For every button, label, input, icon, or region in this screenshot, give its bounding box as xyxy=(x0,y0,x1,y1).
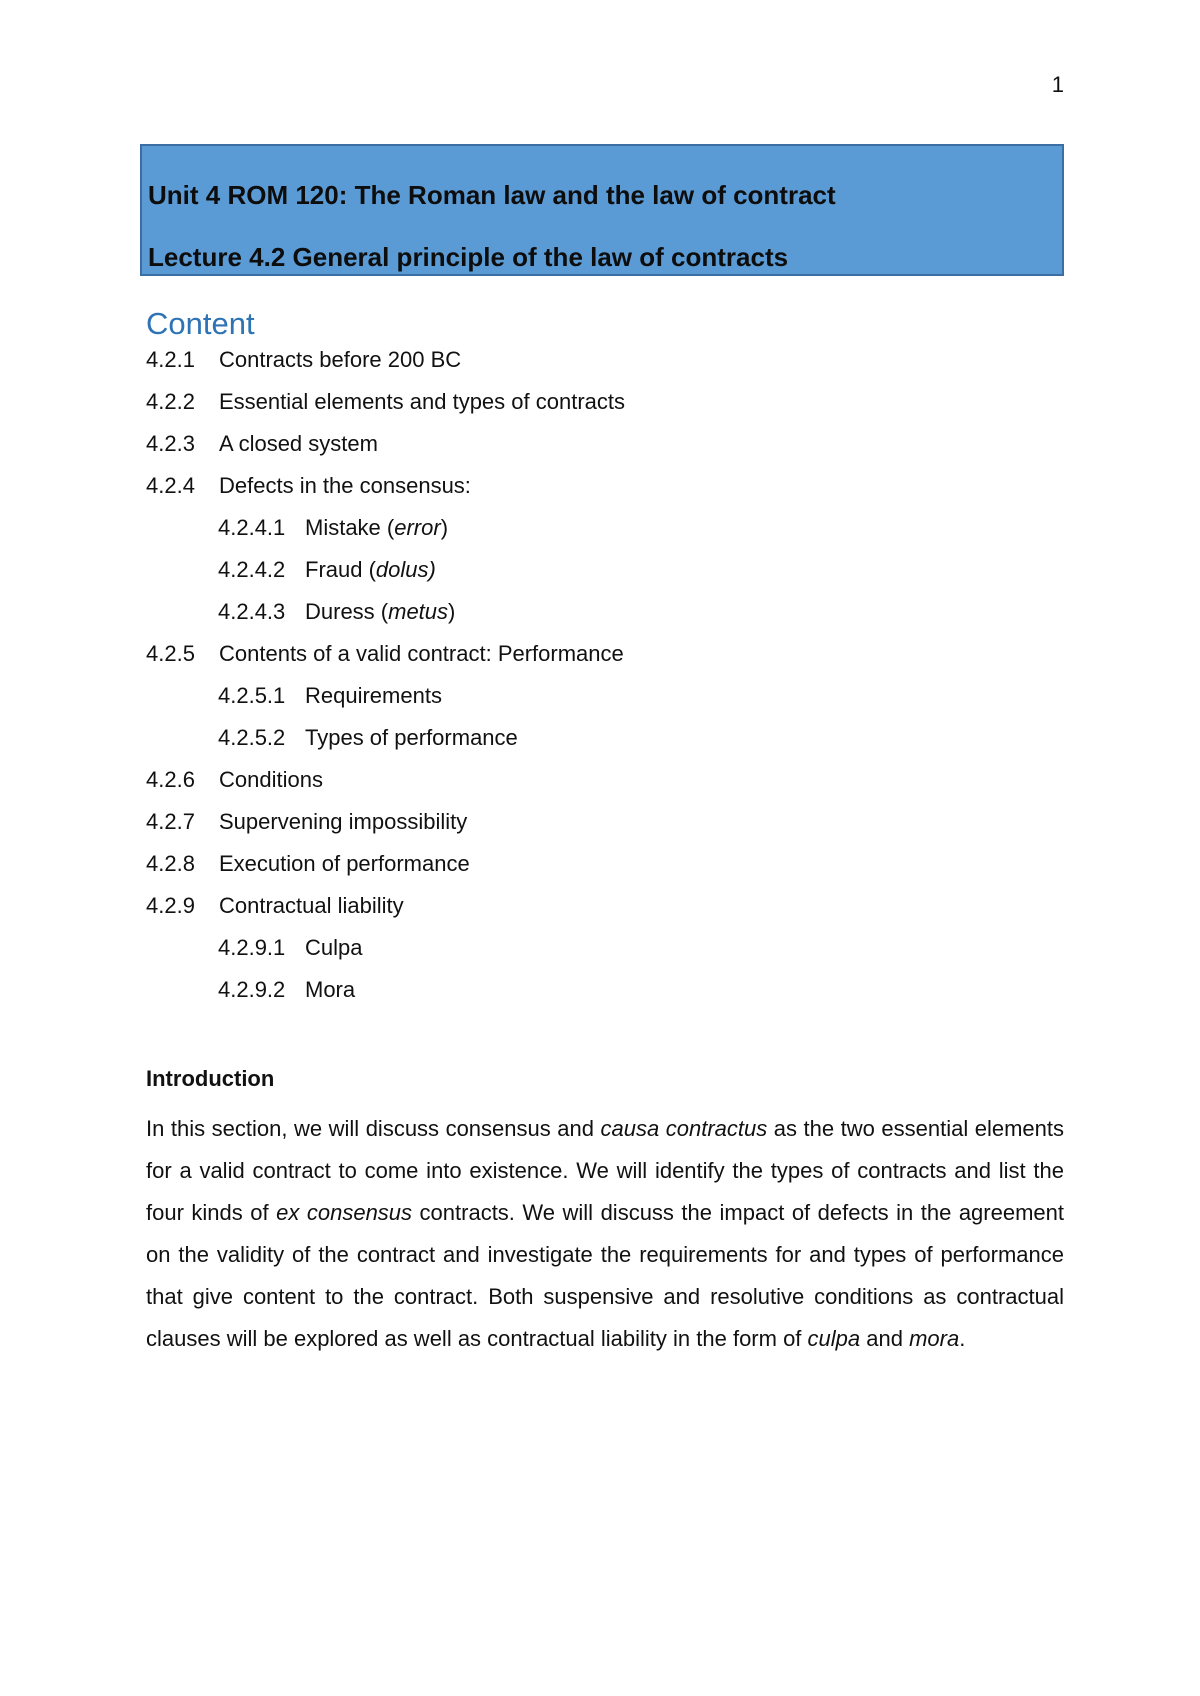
toc-number: 4.2.8 xyxy=(146,851,195,876)
toc-title: Supervening impossibility xyxy=(219,809,468,834)
toc-item xyxy=(146,892,1064,934)
toc-number: 4.2.5 xyxy=(146,641,195,666)
intro-latin-term: ex consensus xyxy=(276,1200,413,1225)
toc-title: Duress ( xyxy=(305,599,389,624)
intro-text-segment: In this section, we will discuss consensus and xyxy=(146,1116,601,1141)
intro-text-segment: . xyxy=(959,1326,966,1351)
toc-title: Contracts before 200 BC xyxy=(219,347,462,372)
toc-title-close: ) xyxy=(440,515,449,540)
toc-item xyxy=(146,766,1064,808)
toc-title: Conditions xyxy=(219,767,323,792)
toc-number: 4.2.9.1 xyxy=(218,935,286,960)
introduction-paragraph xyxy=(146,1108,1064,1360)
toc-subitem xyxy=(146,934,1064,976)
toc-title: Fraud ( xyxy=(305,557,376,582)
intro-latin-term: causa contractus xyxy=(600,1116,768,1141)
toc-title: Mistake ( xyxy=(305,515,395,540)
toc-title: Types of performance xyxy=(305,725,518,750)
toc-number: 4.2.4.2 xyxy=(218,557,286,582)
title-banner xyxy=(140,144,1064,276)
toc-item xyxy=(146,640,1064,682)
toc-item xyxy=(146,430,1064,472)
intro-text-segment: and xyxy=(860,1326,910,1351)
toc-title: Execution of performance xyxy=(219,851,470,876)
toc-number: 4.2.9.2 xyxy=(218,977,286,1002)
toc-number: 4.2.6 xyxy=(146,767,195,792)
toc-number: 4.2.4.3 xyxy=(218,599,286,624)
toc-subitem xyxy=(146,598,1064,640)
toc-subitem xyxy=(146,682,1064,724)
page-number: 1 xyxy=(1051,72,1064,97)
toc-title: Essential elements and types of contracts xyxy=(219,389,625,414)
intro-text-segment: contracts. We will discuss the impact of defects in the agreement on the validity of the contract and investigate the requirements for and types of performance that give content to the contract. Both suspensive and resolutive conditions as contractual clauses will be explored as well as contractual liability in the form of xyxy=(146,1200,1064,1351)
toc-subitem xyxy=(146,556,1064,598)
intro-text-segment: as the two essential elements for a valid contract to come into existence. We will identify the types of contracts and list the four kinds of xyxy=(146,1116,1065,1225)
toc-subitem xyxy=(146,976,1064,1018)
toc-title-latin: error xyxy=(394,515,441,540)
toc-title: Contents of a valid contract: Performance xyxy=(219,641,624,666)
toc-number: 4.2.1 xyxy=(146,347,195,372)
toc-item xyxy=(146,472,1064,514)
toc-number: 4.2.5.1 xyxy=(218,683,286,708)
intro-latin-term: mora xyxy=(909,1326,960,1351)
introduction-heading: Introduction xyxy=(146,1066,275,1091)
toc-item xyxy=(146,808,1064,850)
toc-number: 4.2.5.2 xyxy=(218,725,286,750)
toc-title: Defects in the consensus: xyxy=(219,473,471,498)
toc-number: 4.2.4 xyxy=(146,473,195,498)
toc-number: 4.2.9 xyxy=(146,893,195,918)
toc-number: 4.2.4.1 xyxy=(218,515,286,540)
intro-latin-term: culpa xyxy=(807,1326,861,1351)
toc-title: Requirements xyxy=(305,683,442,708)
toc-subitem xyxy=(146,514,1064,556)
toc-title-close: ) xyxy=(448,599,456,624)
toc-title: A closed system xyxy=(219,431,378,456)
toc-title: Contractual liability xyxy=(219,893,404,918)
unit-title: Unit 4 ROM 120: The Roman law and the law of contract xyxy=(148,180,836,210)
toc-title: Culpa xyxy=(305,935,363,960)
toc-title-latin: metus xyxy=(388,599,449,624)
content-heading: Content xyxy=(146,306,255,341)
lecture-title: Lecture 4.2 General principle of the law of contracts xyxy=(148,242,789,272)
toc-title: Mora xyxy=(305,977,356,1002)
table-of-contents xyxy=(146,346,1064,1018)
toc-title-latin: dolus) xyxy=(375,557,436,582)
toc-item xyxy=(146,850,1064,892)
toc-number: 4.2.2 xyxy=(146,389,195,414)
toc-number: 4.2.3 xyxy=(146,431,195,456)
toc-subitem xyxy=(146,724,1064,766)
toc-item xyxy=(146,346,1064,388)
toc-number: 4.2.7 xyxy=(146,809,195,834)
toc-item xyxy=(146,388,1064,430)
